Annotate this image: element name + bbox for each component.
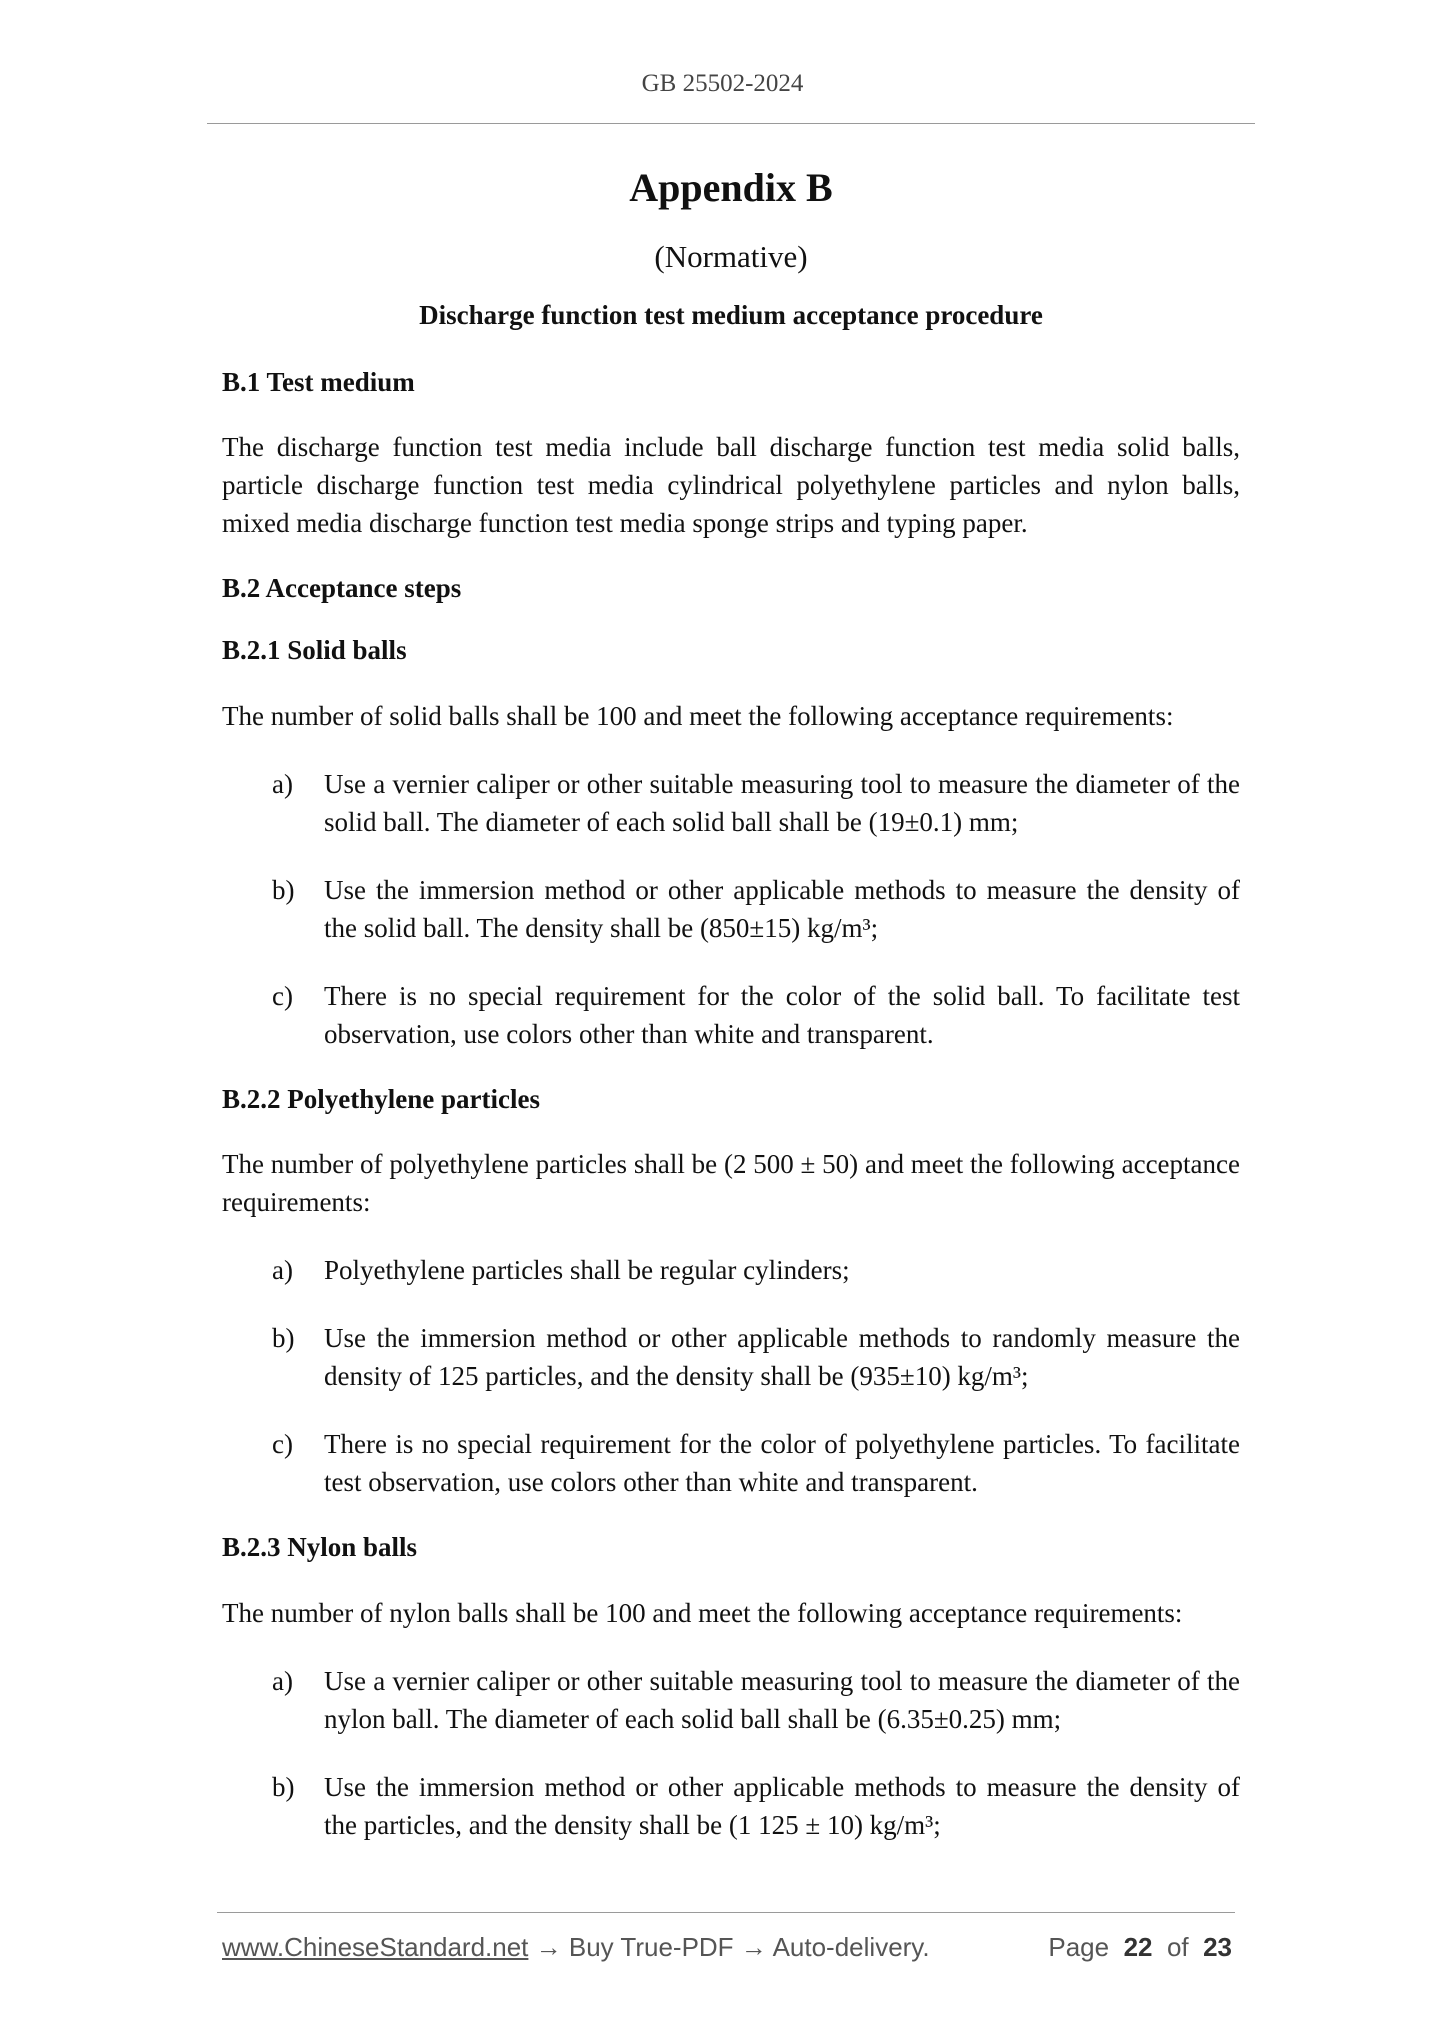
page-footer: [222, 1932, 1232, 1966]
footer-promo: [222, 1932, 930, 1963]
section-paragraph-b1: The discharge function test media include ball discharge function test media solid balls, particle discharge function test media cylindrical polyethylene particles and nylon balls, mixed media discharge function test media sponge strips and typing paper.: [222, 431, 1240, 538]
footer-divider: [217, 1912, 1235, 1913]
page-number: 22: [1123, 1932, 1153, 1962]
appendix-subtitle: (Normative): [654, 239, 808, 274]
page-indicator: [1048, 1932, 1232, 1963]
requirements-list-b22: [222, 1251, 1240, 1501]
appendix-caption: Discharge function test medium acceptance procedure: [419, 300, 1043, 331]
list-item: [222, 1251, 1240, 1289]
list-marker: a): [272, 768, 293, 799]
footer-tagline: → Buy True-PDF → Auto-delivery.: [528, 1932, 930, 1962]
section-heading-b21: B.2.1 Solid balls: [222, 635, 407, 666]
requirements-list-b21: [222, 765, 1240, 1053]
list-marker: b): [272, 874, 295, 905]
list-item-text: Use the immersion method or other applicable methods to measure the density of the solid ball. The density shall be (850±15) kg/m³;: [324, 874, 1240, 943]
requirements-list-b23: [222, 1662, 1240, 1844]
section-intro-b23: The number of nylon balls shall be 100 and meet the following acceptance requirements:: [222, 1597, 1183, 1628]
list-item-text: Use the immersion method or other applicable methods to measure the density of the particles, and the density shall be (1 125 ± 10) kg/m³;: [324, 1771, 1240, 1840]
page-total: 23: [1203, 1932, 1232, 1962]
list-marker: c): [272, 1429, 293, 1460]
appendix-title: Appendix B: [629, 165, 833, 210]
page-label: Page: [1048, 1932, 1110, 1962]
list-marker: b): [272, 1771, 295, 1802]
list-item-text: There is no special requirement for the color of the solid ball. To facilitate test observation, use colors other than white and transparent.: [324, 980, 1240, 1049]
list-marker: b): [272, 1323, 295, 1354]
page-content: [222, 164, 1240, 1874]
list-item-text: Use a vernier caliper or other suitable measuring tool to measure the diameter of the solid ball. The diameter of each solid ball shall be (19±0.1) mm;: [324, 768, 1240, 837]
list-item: [222, 871, 1240, 947]
of-label: of: [1166, 1932, 1189, 1962]
section-heading-b22: B.2.2 Polyethylene particles: [222, 1083, 540, 1114]
website-link[interactable]: www.ChineseStandard.net: [222, 1932, 529, 1962]
list-item-text: Use a vernier caliper or other suitable measuring tool to measure the diameter of the nylon ball. The diameter of each solid ball shall be (6.35±0.25) mm;: [324, 1665, 1240, 1734]
list-marker: a): [272, 1665, 293, 1696]
section-intro-b21: The number of solid balls shall be 100 and meet the following acceptance requirements:: [222, 700, 1174, 731]
list-item: [222, 1662, 1240, 1738]
list-item-text: There is no special requirement for the color of polyethylene particles. To facilitate test observation, use colors other than white and transparent.: [324, 1429, 1240, 1498]
list-item: [222, 977, 1240, 1053]
list-item: [222, 1768, 1240, 1844]
section-heading-b23: B.2.3 Nylon balls: [222, 1532, 418, 1563]
list-item-text: Polyethylene particles shall be regular cylinders;: [324, 1255, 850, 1286]
list-marker: a): [272, 1255, 293, 1286]
header-divider: [207, 123, 1255, 124]
list-item: [222, 1319, 1240, 1395]
list-marker: c): [272, 980, 293, 1011]
list-item: [222, 1425, 1240, 1501]
section-intro-b22: The number of polyethylene particles shall be (2 500 ± 50) and meet the following acceptance requirements:: [222, 1149, 1240, 1218]
document-id-header: GB 25502-2024: [641, 70, 804, 97]
section-heading-b2: B.2 Acceptance steps: [222, 572, 462, 603]
list-item: [222, 765, 1240, 841]
list-item-text: Use the immersion method or other applicable methods to randomly measure the density of 125 particles, and the density shall be (935±10) kg/m³;: [324, 1323, 1240, 1392]
section-heading-b1: B.1 Test medium: [222, 366, 415, 397]
